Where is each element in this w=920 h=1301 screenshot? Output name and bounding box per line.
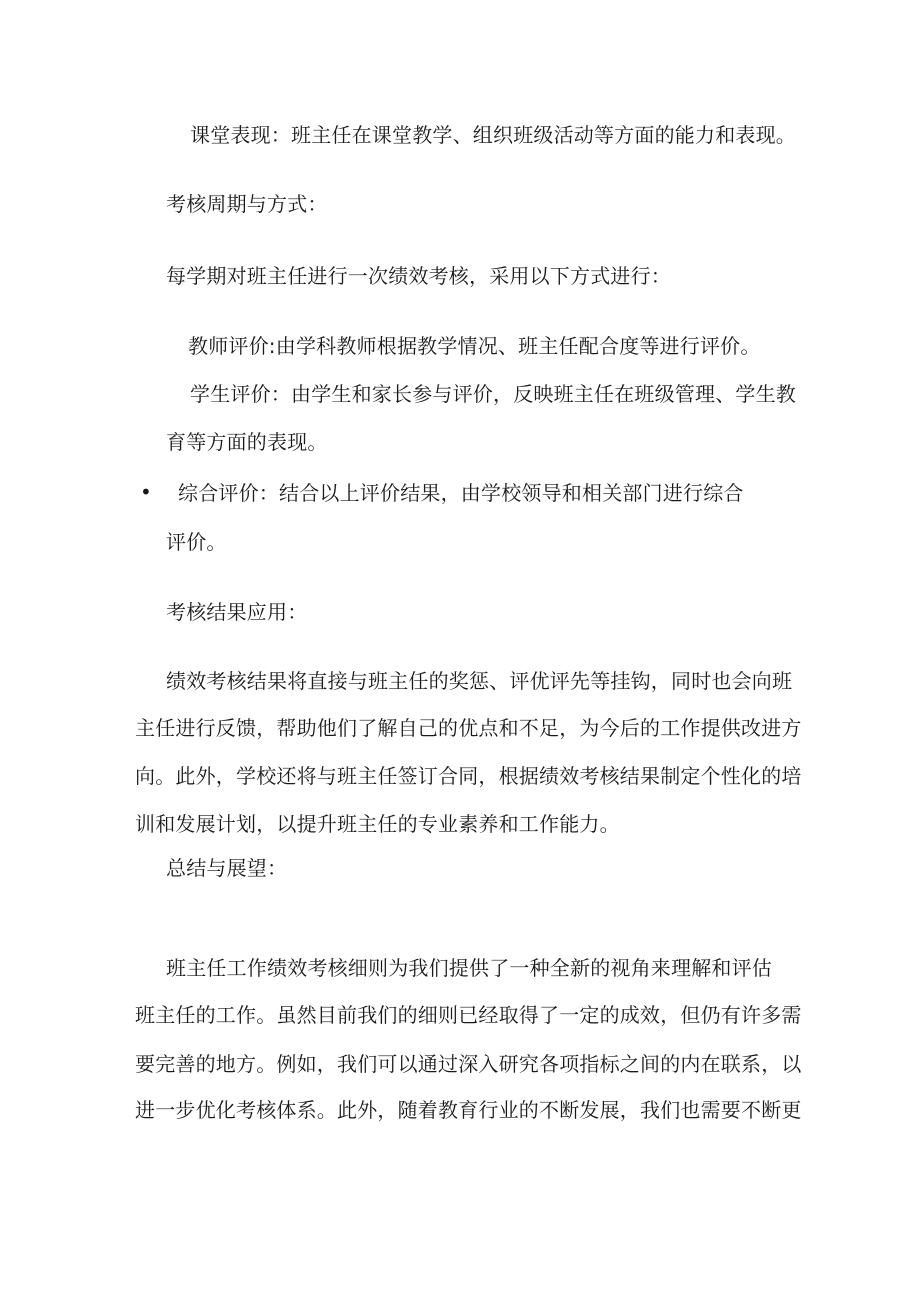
overall-evaluation-line-2: 评价。 bbox=[166, 530, 227, 554]
overall-evaluation-bullet: • bbox=[140, 480, 152, 504]
heading-results-application: 考核结果应用： bbox=[166, 600, 308, 624]
results-paragraph-line-2: 主任进行反馈，帮助他们了解自己的优点和不足，为今后的工作提供改进方 bbox=[135, 716, 802, 740]
teacher-evaluation-line-1: 教师评价:由学科教师根据教学情况、班主任配合度等进行评价。 bbox=[188, 334, 761, 358]
student-evaluation-line-1: 学生评价：由学生和家长参与评价，反映班主任在班级管理、学生教 bbox=[190, 382, 796, 406]
summary-paragraph-line-4: 进一步优化考核体系。此外，随着教育行业的不断发展，我们也需要不断更 bbox=[135, 1098, 802, 1122]
heading-cycle-and-method: 考核周期与方式： bbox=[166, 192, 328, 216]
results-paragraph-line-1: 绩效考核结果将直接与班主任的奖惩、评优评先等挂钩，同时也会向班 bbox=[166, 669, 793, 693]
cycle-intro-line: 每学期对班主任进行一次绩效考核，采用以下方式进行： bbox=[166, 264, 671, 288]
results-paragraph-line-4: 训和发展计划，以提升班主任的专业素养和工作能力。 bbox=[135, 812, 620, 836]
student-evaluation-line-2: 育等方面的表现。 bbox=[166, 430, 328, 454]
overall-evaluation-line-1: 综合评价：结合以上评价结果，由学校领导和相关部门进行综合 bbox=[178, 481, 744, 505]
heading-summary-and-outlook: 总结与展望： bbox=[166, 856, 288, 880]
summary-paragraph-line-3: 要完善的地方。例如，我们可以通过深入研究各项指标之间的内在联系，以 bbox=[135, 1052, 802, 1076]
results-paragraph-line-3: 向。此外，学校还将与班主任签订合同，根据绩效考核结果制定个性化的培 bbox=[135, 764, 802, 788]
classroom-performance-line-1: 课堂表现：班主任在课堂教学、组织班级活动等方面的能力和表现。 bbox=[190, 123, 796, 147]
summary-paragraph-line-2: 班主任的工作。虽然目前我们的细则已经取得了一定的成效，但仍有许多需 bbox=[135, 1003, 802, 1027]
summary-paragraph-line-1: 班主任工作绩效考核细则为我们提供了一种全新的视角来理解和评估 bbox=[166, 956, 772, 980]
